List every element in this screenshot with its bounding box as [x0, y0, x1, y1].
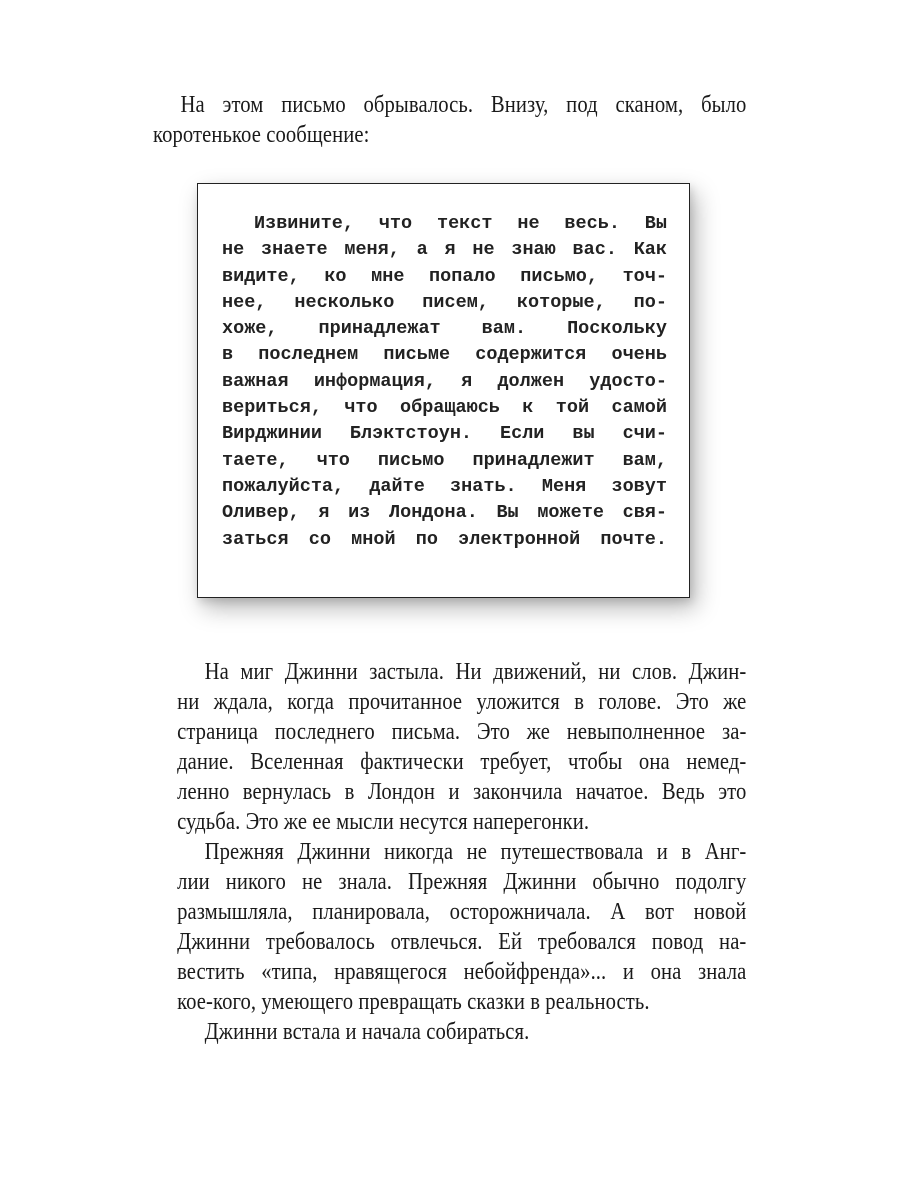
- text-line: лии никого не знала. Прежняя Джинни обычно подолгу: [177, 869, 747, 895]
- letter-line: Оливер, я из Лондона. Вы можете свя-: [222, 502, 667, 524]
- letter-line: Извините, что текст не весь. Вы: [254, 213, 667, 234]
- text-line: вестить «типа, нравящегося небойфренда»... и она знала: [177, 959, 747, 985]
- text-line: коротенькое сообщение:: [153, 122, 370, 148]
- letter-line: видите, ко мне попало письмо, точ-: [222, 265, 667, 287]
- letter-line: в последнем письме содержится очень: [222, 344, 667, 366]
- letter-line: Вирджинии Блэктстоун. Если вы счи-: [222, 423, 667, 445]
- text-line: ленно вернулась в Лондон и закончила начатое. Ведь это: [177, 779, 747, 805]
- text-line: На миг Джинни застыла. Ни движений, ни слов. Джин-: [204, 659, 747, 685]
- paragraph-3: [153, 1017, 746, 1047]
- body-text: [153, 657, 843, 1047]
- letter-line: заться со мной по электронной почте.: [222, 528, 667, 550]
- typewriter-message: [222, 211, 667, 553]
- letter-line: не знаете меня, а я не знаю вас. Как: [222, 239, 667, 261]
- text-line: Джинни требовалось отвлечься. Ей требовался повод на-: [177, 929, 747, 955]
- paragraph-1: [153, 657, 746, 837]
- letter-line: важная информация, я должен удосто-: [222, 370, 667, 392]
- text-line: размышляла, планировала, осторожничала. А вот новой: [177, 899, 747, 925]
- text-line: ни ждала, когда прочитанное уложится в голове. Это же: [177, 689, 747, 715]
- intro-paragraph: [153, 90, 746, 150]
- letter-line: нее, несколько писем, которые, по-: [222, 291, 667, 313]
- text-line: На этом письмо обрывалось. Внизу, под сканом, было: [180, 92, 747, 118]
- text-line: дание. Вселенная фактически требует, чтобы она немед-: [177, 749, 747, 775]
- letter-line: хоже, принадлежат вам. Поскольку: [222, 318, 667, 340]
- letter-line: вериться, что обращаюсь к той самой: [222, 397, 667, 419]
- letter-line: пожалуйста, дайте знать. Меня зовут: [222, 475, 667, 497]
- text-line: Прежняя Джинни никогда не путешествовала и в Анг-: [204, 839, 747, 865]
- text-line: кое-кого, умеющего превращать сказки в реальность.: [177, 989, 650, 1015]
- letter-line: таете, что письмо принадлежит вам,: [222, 449, 667, 471]
- paragraph-2: [153, 837, 746, 1017]
- text-line: Джинни встала и начала собираться.: [204, 1019, 530, 1045]
- scanned-letter-box: [197, 183, 690, 598]
- text-line: страница последнего письма. Это же невыполненное за-: [177, 719, 747, 745]
- text-line: судьба. Это же ее мысли несутся наперегонки.: [177, 809, 590, 835]
